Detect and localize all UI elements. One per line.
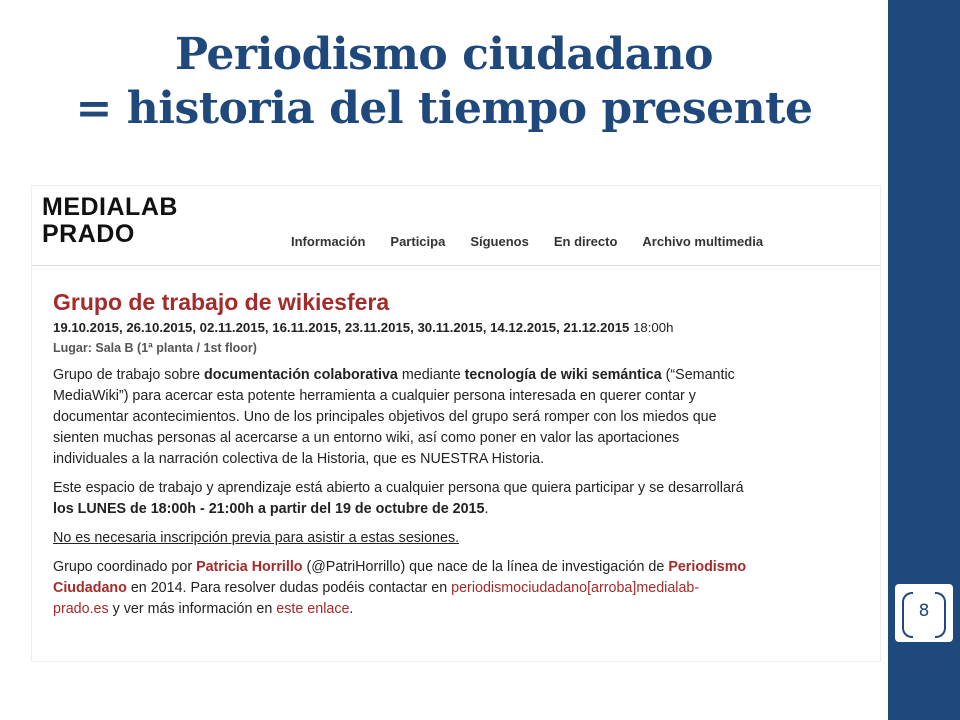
site-nav (291, 234, 788, 249)
contact-paragraph (53, 557, 873, 620)
session-dates-list: 19.10.2015, 26.10.2015, 02.11.2015, 16.11.2015, 23.11.2015, 30.11.2015, 14.12.2015, 21.12.2015 (53, 320, 630, 335)
contact-line-1: Grupo coordinado por Patricia Horrillo (@PatriHorrillo) que nace de la línea de investigación de Periodismo (53, 559, 747, 575)
article-content (53, 286, 873, 628)
slide-title-line-2: = historia del tiempo presente (75, 83, 813, 134)
email-link[interactable]: periodismociudadano[arroba]medialab- (451, 580, 700, 596)
nav-item-archivo-multimedia[interactable]: Archivo multimedia (642, 234, 764, 249)
description-line-2: MediaWiki”) para acercar esta potente herramienta a cualquier persona interesada en querer contar y (53, 388, 696, 404)
slide-title (0, 28, 888, 136)
article-heading: Grupo de trabajo de wikiesfera (53, 289, 390, 315)
description-line-5: individuales a la narración colectiva de la Historia, que es NUESTRA Historia. (53, 451, 545, 467)
schedule-line-1: Este espacio de trabajo y aprendizaje está abierto a cualquier persona que quiera participar y se desarrollará (53, 480, 744, 496)
nav-item-participa[interactable]: Participa (390, 234, 446, 249)
session-time: 18:00h (633, 320, 674, 335)
bold-tecnologia: tecnología de wiki semántica (464, 367, 662, 383)
logo-line-2: PRADO (42, 220, 135, 248)
ciudadano-link[interactable]: Ciudadano (53, 580, 127, 596)
description-line-3: documentar acontecimientos. Uno de los principales objetivos del grupo será romper con los miedos que (53, 409, 717, 425)
session-dates (53, 318, 873, 338)
logo-line-1: MEDIALAB (42, 193, 178, 221)
description-line-4: sienten muchas personas al acercarse a un entorno wiki, así como poner en valor las aportaciones (53, 430, 680, 446)
contact-line-2: Ciudadano en 2014. Para resolver dudas podéis contactar en periodismociudadano[arroba]medialab- (53, 580, 700, 596)
nav-item-en-directo[interactable]: En directo (553, 234, 618, 249)
more-info-link[interactable]: este enlace (276, 601, 350, 617)
registration-text: No es necesaria inscripción previa para asistir a estas sesiones. (53, 530, 460, 546)
session-location: Lugar: Sala B (1ª planta / 1st floor) (53, 341, 257, 355)
page-number-badge (895, 584, 953, 642)
schedule-bold: los LUNES de 18:00h - 21:00h a partir del 19 de octubre de 2015 (53, 501, 485, 517)
periodismo-ciudadano-link[interactable]: Periodismo (668, 559, 747, 575)
webpage-screenshot (32, 186, 880, 661)
header-divider (32, 265, 880, 266)
coordinator-link[interactable]: Patricia Horrillo (196, 559, 303, 575)
bold-documentacion: documentación colaborativa (204, 367, 398, 383)
nav-item-siguenos[interactable]: Síguenos (470, 234, 529, 249)
registration-note (53, 528, 873, 549)
page-number: 8 (918, 601, 930, 621)
schedule-line-2: los LUNES de 18:00h - 21:00h a partir del 19 de octubre de 2015. (53, 501, 489, 517)
nav-item-informacion[interactable]: Información (291, 234, 366, 249)
schedule-paragraph (53, 478, 873, 520)
slide-title-line-1: Periodismo ciudadano (174, 29, 713, 80)
medialab-prado-logo[interactable] (42, 194, 178, 248)
description-paragraph (53, 365, 873, 470)
contact-line-3: prado.es y ver más información en este enlace. (53, 601, 354, 617)
email-link-cont[interactable]: prado.es (53, 601, 109, 617)
description-line-1: Grupo de trabajo sobre documentación colaborativa mediante tecnología de wiki semántica (“Semantic (53, 367, 735, 383)
